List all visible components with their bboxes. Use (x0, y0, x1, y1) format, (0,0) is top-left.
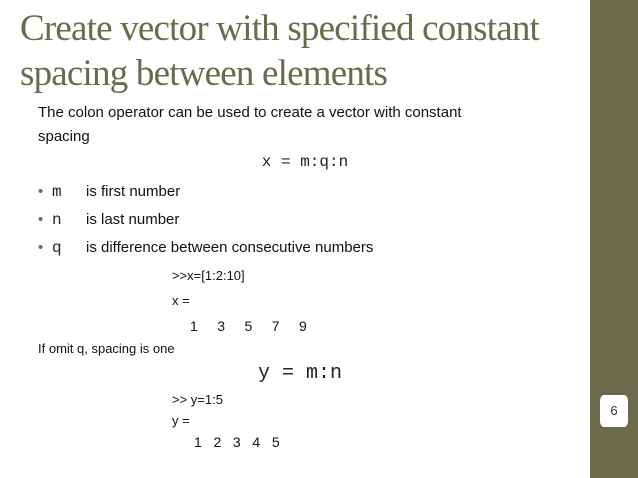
bullet-marker: • (38, 183, 44, 200)
title-line-1: Create vector with specified constant (20, 8, 540, 49)
page-number: 6 (598, 395, 630, 427)
bullet-variable: q (52, 239, 62, 257)
bullet-item-n (38, 208, 373, 236)
bullet-variable: n (52, 211, 62, 229)
intro-text (38, 101, 578, 149)
example1-result-label: x = (172, 293, 190, 308)
bullet-variable: m (52, 183, 62, 201)
bullet-text: is last number (86, 211, 180, 228)
bullet-list (38, 180, 373, 264)
bullet-marker: • (38, 239, 44, 256)
note-text: If omit q, spacing is one (38, 341, 175, 356)
bullet-item-q (38, 236, 373, 264)
formula-m-n: y = m:n (257, 362, 342, 385)
example2-result-label: y = (172, 413, 190, 428)
example2-result-values: 1 2 3 4 5 (194, 434, 280, 450)
formula-m-q-n: x = m:q:n (261, 153, 349, 171)
intro-line-2: spacing (38, 128, 90, 145)
bullet-marker: • (38, 211, 44, 228)
bullet-text: is difference between consecutive numbers (86, 239, 374, 256)
bullet-text: is first number (86, 183, 181, 200)
intro-line-1: The colon operator can be used to create a vector with constant (38, 104, 462, 121)
slide-title (20, 6, 585, 96)
bullet-item-m (38, 180, 373, 208)
example2-command: >> y=1:5 (172, 392, 223, 407)
example1-command: >>x=[1:2:10] (172, 268, 245, 283)
title-line-2: spacing between elements (20, 53, 388, 94)
example1-result-values: 1 3 5 7 9 (190, 318, 307, 334)
